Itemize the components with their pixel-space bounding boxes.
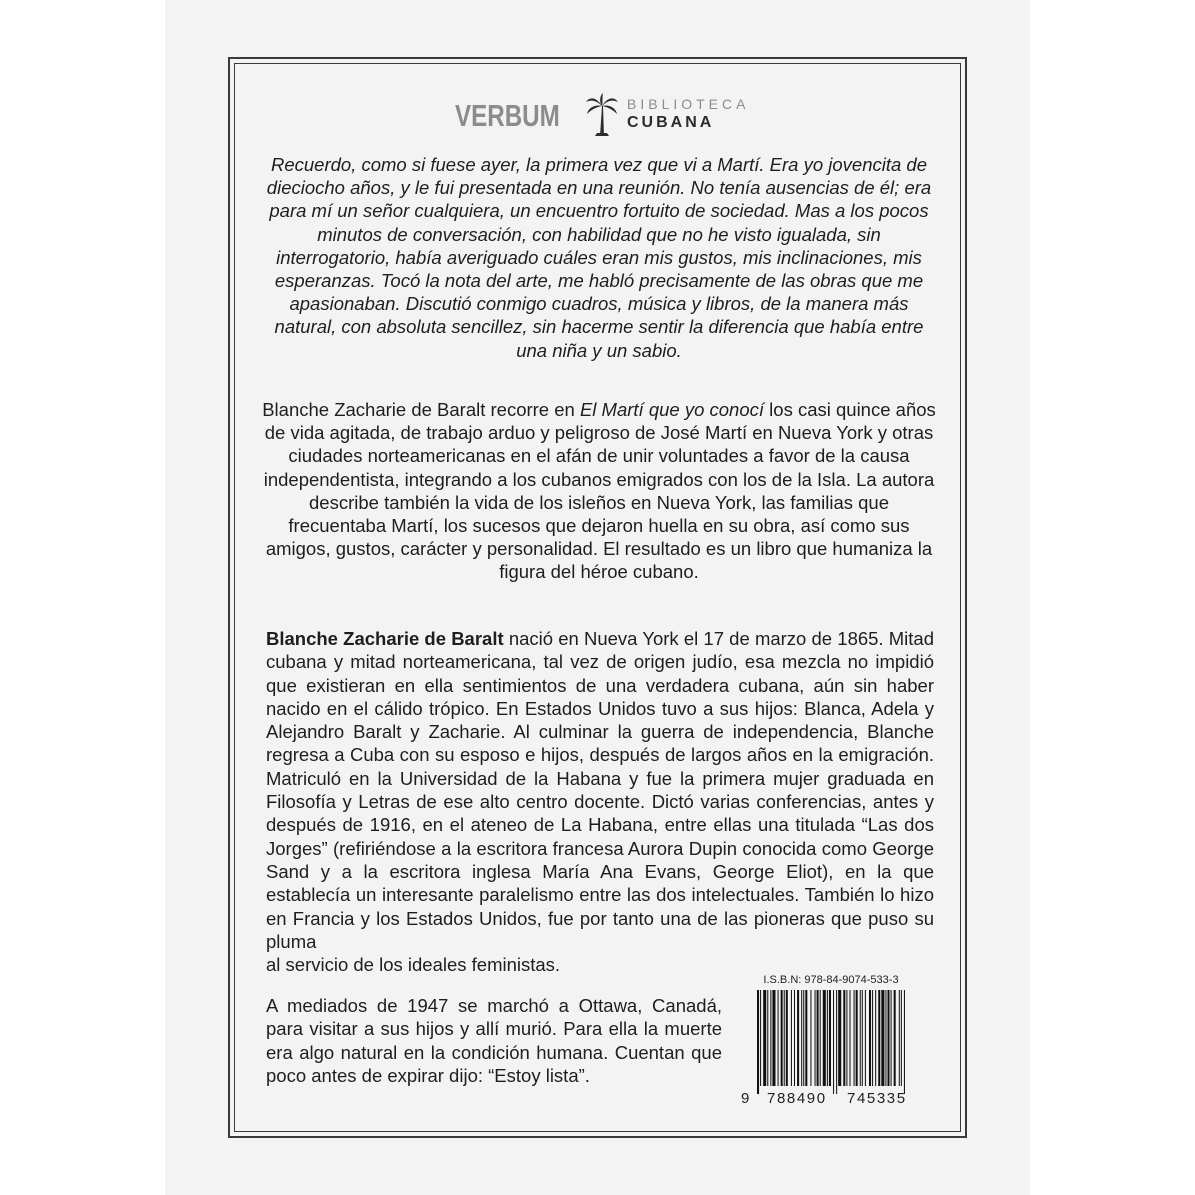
summary-body: los casi quince años de vida agitada, de trabajo arduo y peligroso de José Martí en Nueva York y otras ciudades norteamericanas en el afán de unir voluntades a favor de la causa independentista, integrando a los cubanos emigrados con los de la Isla. La autora describe también la vida de los isleños en Nueva York, las familias que frecuentaba Martí, los sucesos que dejaron huella en su obra, así como sus amigos, gustos, carácter y personalidad. El resultado es un libro que humaniza la figura del héroe cubano. xyxy=(263,399,936,583)
book-summary xyxy=(262,398,936,584)
barcode-bar xyxy=(869,990,871,1086)
barcode-bar xyxy=(846,990,847,1086)
author-bio xyxy=(266,627,934,976)
barcode-bar xyxy=(763,990,766,1086)
barcode-bar xyxy=(760,990,761,1086)
barcode-bar xyxy=(786,990,788,1086)
barcode-bar xyxy=(856,990,858,1086)
barcode-bar xyxy=(833,990,834,1094)
barcode-bar xyxy=(881,990,884,1086)
author-bio-ending: A mediados de 1947 se marchó a Ottawa, Canadá, para visitar a sus hijos y allí murió. Para ella la muerte era algo natural en la condición humana. Cuentan que poco antes de expirar dijo: “Estoy lista”. xyxy=(266,995,722,1086)
barcode-bar xyxy=(767,990,768,1086)
barcode-bar xyxy=(781,990,783,1086)
logo-brand: VERBUM xyxy=(455,98,560,133)
publisher-logo xyxy=(455,92,755,138)
barcode-bar xyxy=(878,990,880,1086)
barcode-bar xyxy=(794,990,795,1086)
bio-short-line: al servicio de los ideales feministas. xyxy=(266,954,561,976)
barcode-bar xyxy=(817,990,819,1086)
barcode-bar xyxy=(827,990,828,1086)
barcode-digits-left: 788490 xyxy=(767,1090,827,1107)
logo-collection-line1: BIBLIOTECA xyxy=(627,96,750,112)
barcode-bar xyxy=(801,990,802,1086)
barcode-bar xyxy=(836,990,837,1094)
barcode-bar xyxy=(797,990,799,1086)
logo-collection-line2: CUBANA xyxy=(627,114,715,131)
palm-tree-icon xyxy=(585,92,619,138)
barcode-bar xyxy=(899,990,900,1086)
barcode-bar xyxy=(757,990,759,1094)
book-title: El Martí que yo conocí xyxy=(579,399,765,420)
barcode-bar xyxy=(849,990,850,1086)
barcode-bar xyxy=(854,990,855,1086)
barcode-bar xyxy=(904,990,905,1094)
barcode-bar xyxy=(875,990,876,1086)
barcode-bar xyxy=(887,990,889,1086)
barcode-bar xyxy=(784,990,785,1086)
opening-quote: Recuerdo, como si fuese ayer, la primera vez que vi a Martí. Era yo jovencita de dieciocho años, y le fui presentada en una reunión. No tenía ausencias de él; era para mí un señor cualquiera, un encuentro fortuito de sociedad. Mas a los pocos minutos de conversación, con habilidad que no he visto igualada, sin interrogatorio, había averiguado cuáles eran mis gustos, mis inclinaciones, mis esperanzas. Tocó la nota del arte, me habló precisamente de las obras que me apasionaban. Discutió conmigo cuadros, música y libros, de la manera más natural, con absoluta sencillez, sin hacerme sentir la diferencia que había entre una niña y un sabio. xyxy=(266,154,932,361)
barcode-bar xyxy=(865,990,866,1086)
barcode-digit-first: 9 xyxy=(741,1090,750,1107)
barcode-bar xyxy=(891,990,892,1086)
isbn-label: I.S.B.N: 978-84-9074-533-3 xyxy=(763,974,899,986)
barcode-bar xyxy=(838,990,841,1086)
summary-intro: Blanche Zacharie de Baralt recorre en xyxy=(262,399,580,420)
barcode-bar xyxy=(770,990,771,1086)
barcode-bar xyxy=(791,990,792,1086)
barcode-bar xyxy=(872,990,873,1086)
barcode-bar xyxy=(862,990,863,1086)
barcode-bar xyxy=(823,990,826,1086)
barcode-bar xyxy=(843,990,845,1086)
barcode-bar xyxy=(772,990,775,1086)
barcode-bar xyxy=(885,990,886,1086)
barcode-bar xyxy=(901,990,902,1086)
bio-body: nació en Nueva York el 17 de marzo de 1865. Mitad cubana y mitad norteamericana, tal vez de origen judío, esa mezcla no impidió que existieran en ella sentimientos de una verdadera cubana, aún sin haber nacido en el cálido trópico. En Estados Unidos tuvo a sus hijos: Blanca, Adela y Alejandro Baralt y Zacharie. Al culminar la guerra de independencia, Blanche regresa a Cuba con su esposo e hijos, después de largos años en la emigración. Matriculó en la Universidad de la Habana y fue la primera mujer graduada en Filosofía y Letras de ese alto centro docente. Dictó varias conferencias, antes y después de 1916, en el ateneo de La Habana, entre ellas una titulada “Las dos Jorges” (refiriéndose a la escritora francesa Aurora Dupin conocida como George Sand y a la escritora inglesa María Ana Evans, George Eliot), en la que establecía un interesante paralelismo entre las dos intelectuales. También lo hizo en Francia y los Estados Unidos, fue por tanto una de las pioneras que puso su pluma xyxy=(266,628,934,952)
isbn-barcode xyxy=(735,974,927,1109)
barcode-bar xyxy=(810,990,811,1086)
barcode-bar xyxy=(820,990,821,1086)
barcode-bars xyxy=(757,990,907,1094)
barcode-digits-right: 745335 xyxy=(847,1090,907,1107)
barcode-bar xyxy=(860,990,861,1086)
barcode-bar xyxy=(778,990,779,1086)
barcode-bar xyxy=(805,990,807,1086)
author-name: Blanche Zacharie de Baralt xyxy=(266,628,504,649)
barcode-bar xyxy=(815,990,816,1086)
barcode-bar xyxy=(894,990,896,1086)
barcode-bar xyxy=(803,990,804,1086)
barcode-bar xyxy=(829,990,831,1086)
